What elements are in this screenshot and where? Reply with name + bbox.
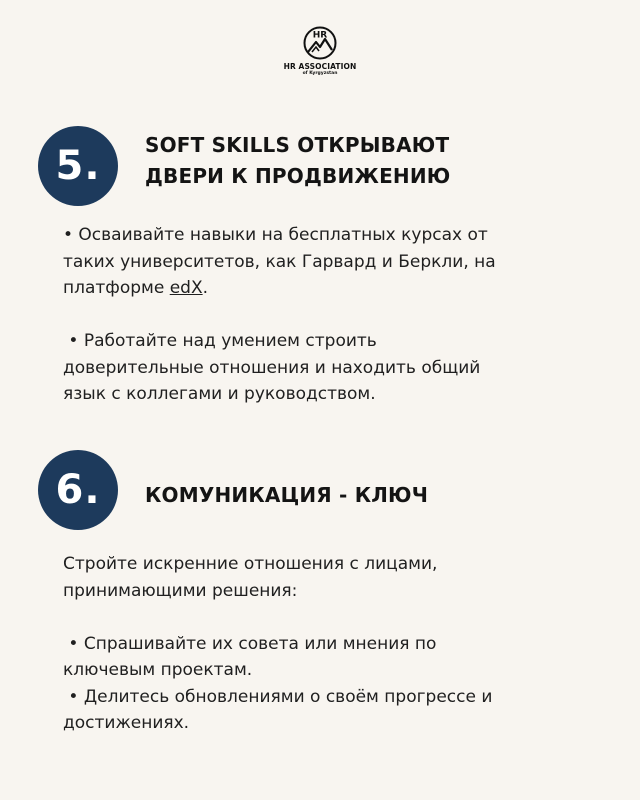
section-5-bullet2-line3: язык с коллегами и руководством. [63, 384, 376, 404]
section-6-number: 6. [55, 467, 101, 513]
logo-monogram: HR [312, 30, 328, 41]
logo-subtitle: of Kyrgyzstan [302, 71, 338, 76]
section-6-bullet2-line1: • Делитесь обновлениями о своём прогрессе и [63, 686, 493, 707]
logo-mountain-icon [303, 26, 337, 60]
section-5-number: 5. [55, 143, 101, 189]
section-5-bullet1-suffix: . [202, 278, 209, 298]
section-6-title-text: КОМУНИКАЦИЯ - КЛЮЧ [145, 483, 429, 507]
section-5-bullet2-line1: • Работайте над умением строить [63, 331, 377, 351]
section-5-title-line1: SOFT SKILLS ОТКРЫВАЮТ [145, 133, 450, 157]
section-5-title [145, 130, 450, 192]
logo [0, 26, 640, 76]
section-5-bullet2-line2: доверительные отношения и находить общий [63, 357, 481, 378]
logo-name: HR ASSOCIATION [283, 62, 357, 71]
section-5-bullet1-line2: таких университетов, как Гарвард и Беркли, на [63, 251, 496, 272]
section-6-body [63, 551, 543, 737]
section-6-bullet1-line1: • Спрашивайте их совета или мнения по [63, 633, 437, 654]
section-5-number-badge [38, 126, 118, 206]
section-5-bullet1-prefix: платформе [63, 278, 170, 298]
section-5-title-line2: ДВЕРИ К ПРОДВИЖЕНИЮ [145, 164, 451, 188]
edx-link[interactable]: edX [169, 278, 203, 298]
section-6-title [145, 480, 428, 511]
section-5-body [63, 222, 543, 408]
section-6-bullet2-line2: достижениях. [63, 713, 190, 733]
section-6-number-badge [38, 450, 118, 530]
section-6-bullet1-line2: ключевым проектам. [63, 660, 253, 680]
section-5-bullet1-line1: • Осваивайте навыки на бесплатных курсах от [63, 225, 488, 245]
section-6-intro-line1: Стройте искренние отношения с лицами, [63, 554, 438, 574]
section-5-bullet1-line3 [63, 275, 543, 302]
section-6-intro-line2: принимающими решения: [63, 580, 298, 601]
